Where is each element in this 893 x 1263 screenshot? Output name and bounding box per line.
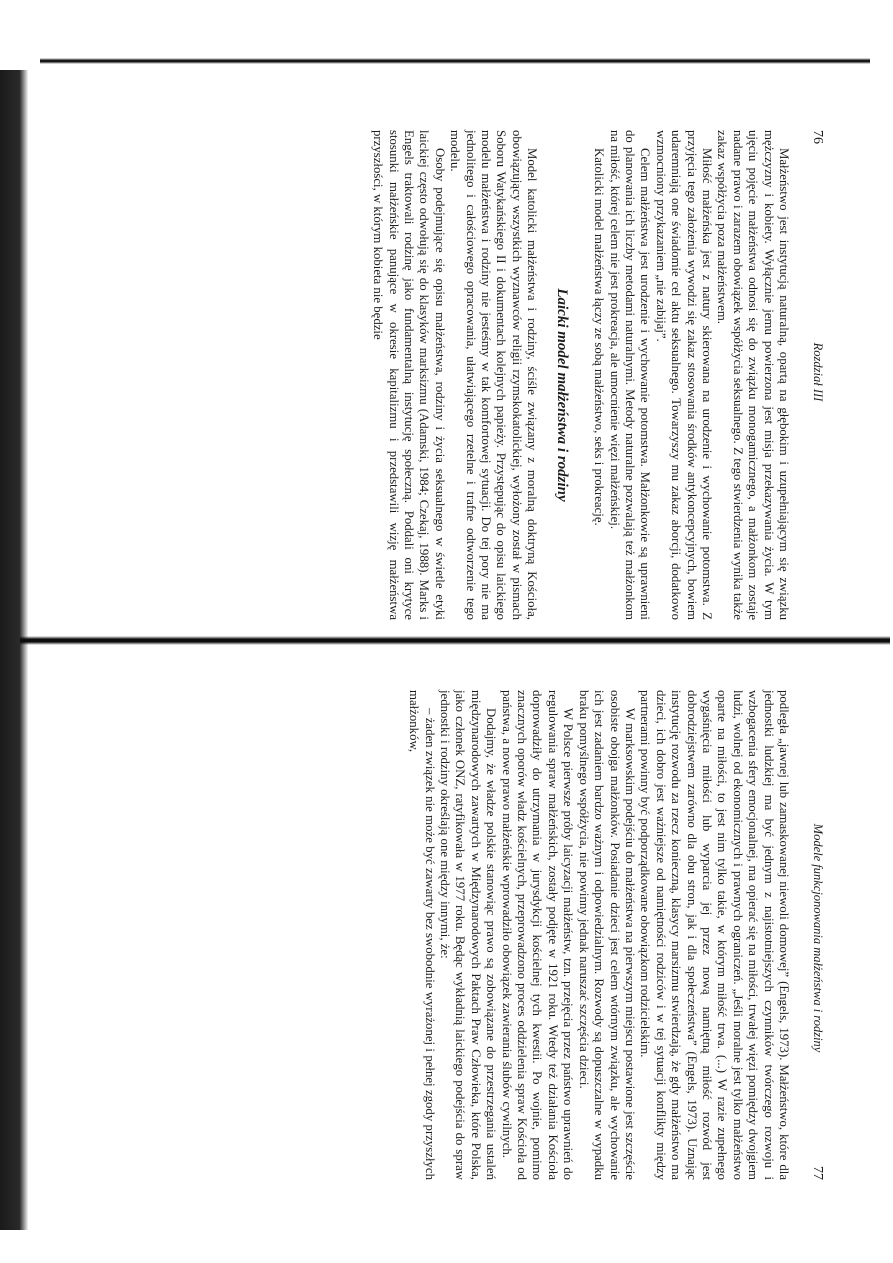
running-head-title-left: Rozdział III (811, 342, 825, 402)
scan-top-line (40, 58, 870, 64)
scan-shadow-left (0, 70, 28, 1230)
body-text-left (370, 130, 791, 620)
page-number-right: 77 (810, 1166, 825, 1180)
quote-item: – żaden związek nie może być zawarty bez swobodnie wyrażonej i pełnej zgody przyszłych małżonków, (407, 690, 437, 1180)
paragraph: podległa „jawnej lub zamaskowanej niewoli domowej” (Engels, 1973). Małżeństwo, które dla jednostki ludzkiej ma być jednym z najistotniejszych czynników twórczego rozwoju i wzbogacenia sfery emocjonalnej, ma opierać się na miłości, trwałej więzi pomiędzy dwojgiem ludzi, wolnej od ekonomicznych i prawnych ograniczeń. „Jeśli moralne jest tylko małżeństwo oparte na miłości, to jest nim tylko takie, w którym miłość trwa. (...) W razie zupełnego wygaśnięcia miłości lub wyparcia jej przez nową namiętną miłość rozwód jest dobrodziejstwem zarówno dla obu stron, jak i dla społeczeństwa” (Engels, 1973). Uznając instytucję rozwodu za rzecz konieczną, klasycy marsizmu stwierdzają, że gdy małżeństwo ma dzieci, ich dobro jest ważniejsze od namiętności rodziców i w tej sytuacji konflikty między partnerami powinny być podporządkowane obowiązkom rodzicielskim. (638, 690, 791, 1180)
paragraph: Miłość małżeńska jest z natury skierowana na urodzenie i wychowanie potomstwa. Z przyjęcia tego założenia wywodzi się zakaz stosowania środków antykoncepcyjnych, bowiem udaremniają one świadomie cel aktu seksualnego. Towarzyszy mu zakaz aborcji, dodatkowo wzmocniony przykazaniem „nie zabijaj”. (653, 130, 714, 620)
book-gutter (20, 636, 890, 645)
paragraph: W marksowskim podejściu do małżeństwa na pierwszym miejscu postawione jest szczęście osobiste obojga małżonków. Posiadanie dzieci jest celem wtórnym związku, ale wychowanie ich jest zadaniem bardzo ważnym i odpowiedzialnym. Rozwody są dopuszczalne w wypadku braku pomyślnego współżycia, nie powinny jednak naruszać szczęścia dzieci. (576, 690, 637, 1180)
body-text-right (406, 690, 791, 1180)
page-number-left: 76 (810, 130, 825, 144)
running-head-right (809, 690, 825, 1180)
page-right (100, 690, 825, 1180)
paragraph: Małżeństwo jest instytucją naturalną, opartą na głębokim i uzupełniającym się związku mężczyzny i kobiety. Wyłącznie jemu powierzona jest misja przekazywania życia. W tym ujęciu pojęcie małżeństwa odnosi się do związku monogamicznego, a małżonkom zostaje nadane prawo i zarazem obowiązek współżycia seksualnego. Z tego stwierdzenia wynika także zakaz współżycia poza małżeństwem. (715, 130, 791, 620)
paragraph: W Polsce pierwsze próby laicyzacji małżeństw, tzn. przejęcia przez państwo uprawnień do regulowania spraw małżeńskich, zostały podjęte w 1921 roku. Wtedy też działania Kościoła doprowadziły do utrzymania w jurysdykcji kościelnej tych kwestii. Po wojnie, pomimo znacznych oporów władz kościelnych, przeprowadzono proces oddzielenia spraw Kościoła od państwa, a nowe prawo małżeńskie wprowadziło obowiązek zawierania ślubów cywilnych. (499, 690, 576, 1180)
paragraph: Model katolicki małżeństwa i rodziny, ściśle związany z moralną doktryną Kościoła, obowiązujący wszystkich wyznawców religii rzymskokatolickiej, wyłożony został w pismach Soboru Watykańskiego II i dokumentach kolejnych papieży. Przystępując do opisu laickiego modelu małżeństwa i rodziny nie jesteśmy w tak komfortowej sytuacji. Do tej pory nie ma jednolitego i całościowego opracowania, ułatwiającego rzetelne i trafne odtworzenie tego modelu. (448, 130, 540, 620)
running-head-left (809, 130, 825, 620)
page-left (105, 130, 825, 620)
running-head-title-right: Modele funkcjonowania małżeństwa i rodziny (811, 823, 825, 1053)
paragraph: Celem małżeństwa jest urodzenie i wychowanie potomstwa. Małżonkowie są uprawnieni do planowania ich liczby metodami naturalnymi. Metody naturalne pozwalają też małżonkom na miłość, której celem nie jest prokreacja, ale umocnienie więzi małżeńskiej. (607, 130, 653, 620)
paragraph: Katolicki model małżeństwa łączy ze sobą małżeństwo, seks i prokreację. (592, 148, 607, 526)
paragraph: Dodajmy, że władze polskie stanowiąc prawo są zobowiązane do przestrzegania ustaleń międzynarodowych zawartych w Międzynarodowych Paktach Praw Człowieka, które Polska, jako członek ONZ, ratyfikowała w 1977 roku. Będąc wykładnią laickiego podejścia do spraw jednostki i rodziny określają one między innymi, że: (438, 690, 499, 1180)
paragraph: Osoby podejmujące się opisu małżeństwa, rodziny i życia seksualnego w świetle etyki laickiej często odwołują się do klasyków marksizmu (Adamski, 1984; Czekaj, 1988). Marks i Engels traktowali rodzinę jako fundamentalną instytucję społeczną. Poddali oni krytyce stosunki małżeńskie panujące w okresie kapitalizmu i przedstawili wizję małżeństwa przyszłości, w którym kobieta nie będzie (371, 130, 447, 620)
section-title: Laicki model małżeństwa i rodziny (553, 288, 570, 502)
